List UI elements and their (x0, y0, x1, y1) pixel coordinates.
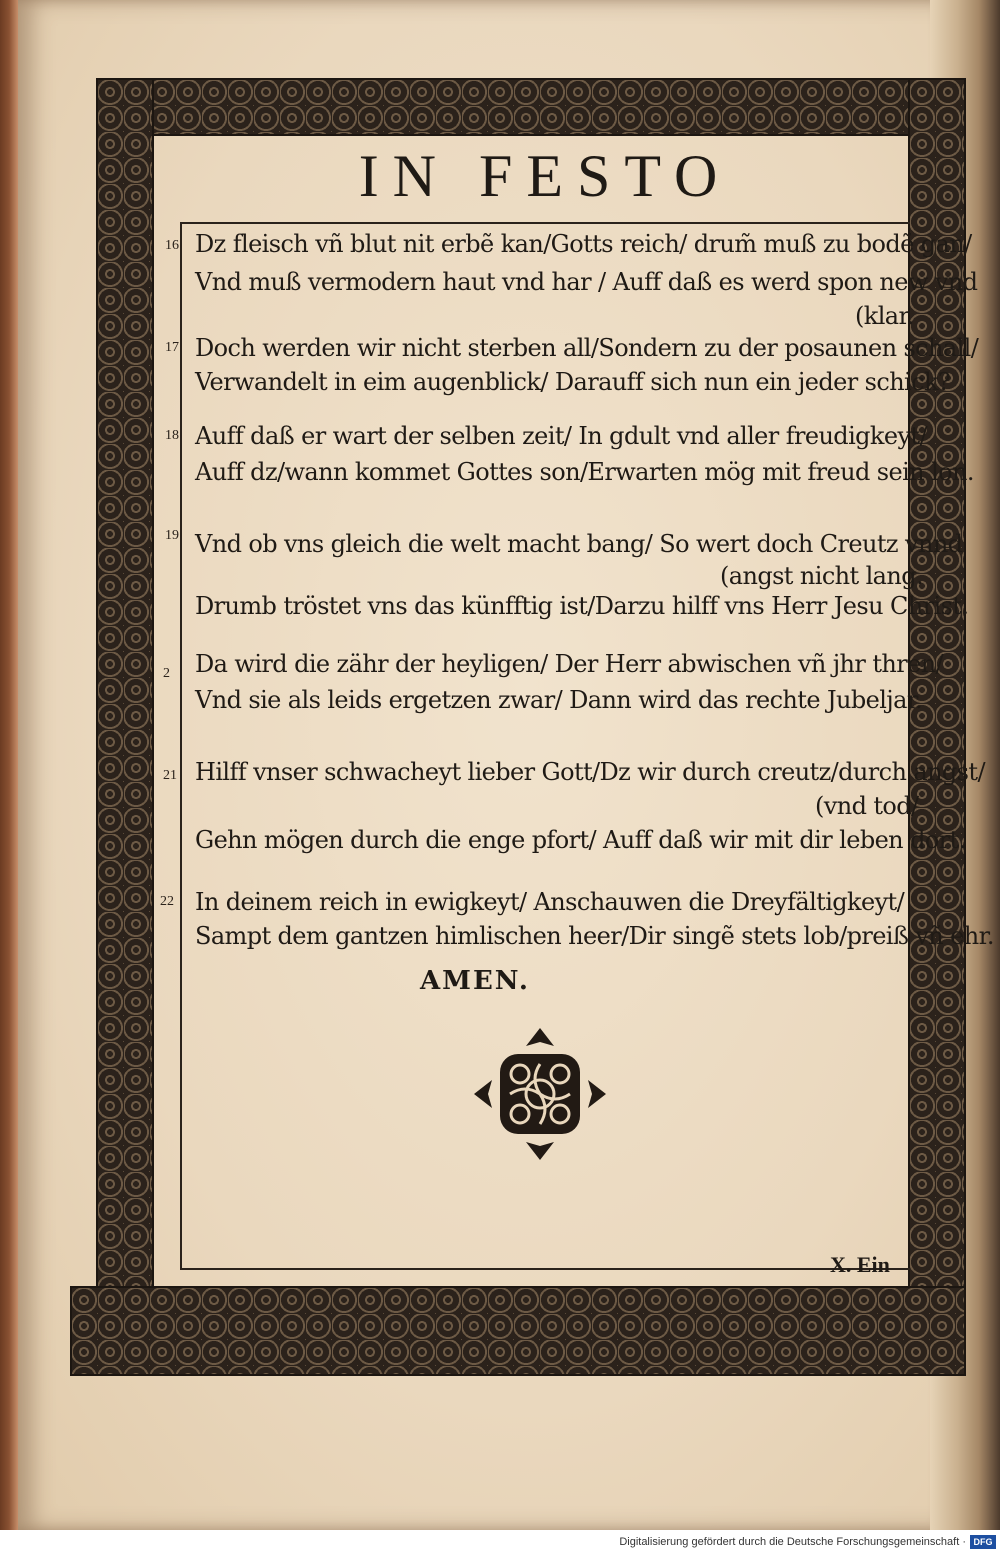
verse-number: 21 (163, 768, 177, 783)
verse-line: (vnd tod/ (815, 792, 919, 820)
verse-line: Vnd ob vns gleich die welt macht bang/ So wert doch Creutz vnnd (195, 530, 963, 558)
verse-number: 2 (163, 666, 170, 681)
verse-line: Gehn mögen durch die enge pfort/ Auff daß wir mit dir leben dort. (195, 826, 966, 854)
verse-number: 18 (165, 428, 179, 443)
verse-line: Hilff vnser schwacheyt lieber Gott/Dz wir durch creutz/durch angst/ (195, 758, 985, 786)
verse-line: Auff dz/wann kommet Gottes son/Erwarten mög mit freud sein lon. (195, 458, 974, 486)
verse-line: (klar. (855, 302, 914, 330)
verse-line: Verwandelt in eim augenblick/ Darauff sich nun ein jeder schick? (195, 368, 951, 396)
verse-line: (angst nicht lang. (720, 562, 924, 590)
verse-line: Sampt dem gantzen himlischen heer/Dir singẽ stets lob/preiß vñ ehr. (195, 922, 994, 950)
verse-number: 22 (160, 894, 174, 909)
verse-line: Drumb tröstet vns das künfftig ist/Darzu hilff vns Herr Jesu Christ. (195, 592, 969, 620)
dfg-logo: DFG (970, 1535, 996, 1549)
text-frame-rule-bottom (180, 1268, 910, 1270)
verse-line: Dz fleisch vñ blut nit erbẽ kan/Gotts reich/ drum̃ muß zu bodẽ gan/ (195, 230, 972, 258)
text-frame-rule-left (180, 222, 182, 1270)
ornamental-border-left (96, 78, 154, 1350)
ornamental-border-top (96, 78, 966, 136)
amen-line: AMEN. (420, 966, 530, 996)
verse-line: Auff daß er wart der selben zeit/ In gdult vnd aller freudigkeyt/ (195, 422, 927, 450)
verse-line: In deinem reich in ewigkeyt/ Anschauwen die Dreyfältigkeyt/ (195, 888, 905, 916)
ornamental-border-bottom (70, 1286, 966, 1376)
verse-line: Da wird die zähr der heyligen/ Der Herr abwischen vñ jhr thren/ (195, 650, 944, 678)
catchword: X. Ein (830, 1252, 890, 1277)
digitization-credit: Digitalisierung gefördert durch die Deutsche Forschungsgemeinschaft · (619, 1536, 966, 1548)
verse-line: Vnd muß vermodern haut vnd har / Auff daß es werd spon new vnd (195, 268, 978, 296)
verse-number: 16 (165, 238, 179, 253)
verse-line: Vnd sie als leids ergetzen zwar/ Dann wird das rechte Jubeljar. (195, 686, 923, 714)
verse-number: 17 (165, 340, 179, 355)
running-title: IN FESTO (358, 143, 732, 209)
verse-number: 19 (165, 528, 179, 543)
text-frame-rule-top (180, 222, 910, 224)
verse-line: Doch werden wir nicht sterben all/Sondern zu der posaunen schall/ (195, 334, 979, 362)
fleuron-ornament-icon (470, 1024, 610, 1164)
